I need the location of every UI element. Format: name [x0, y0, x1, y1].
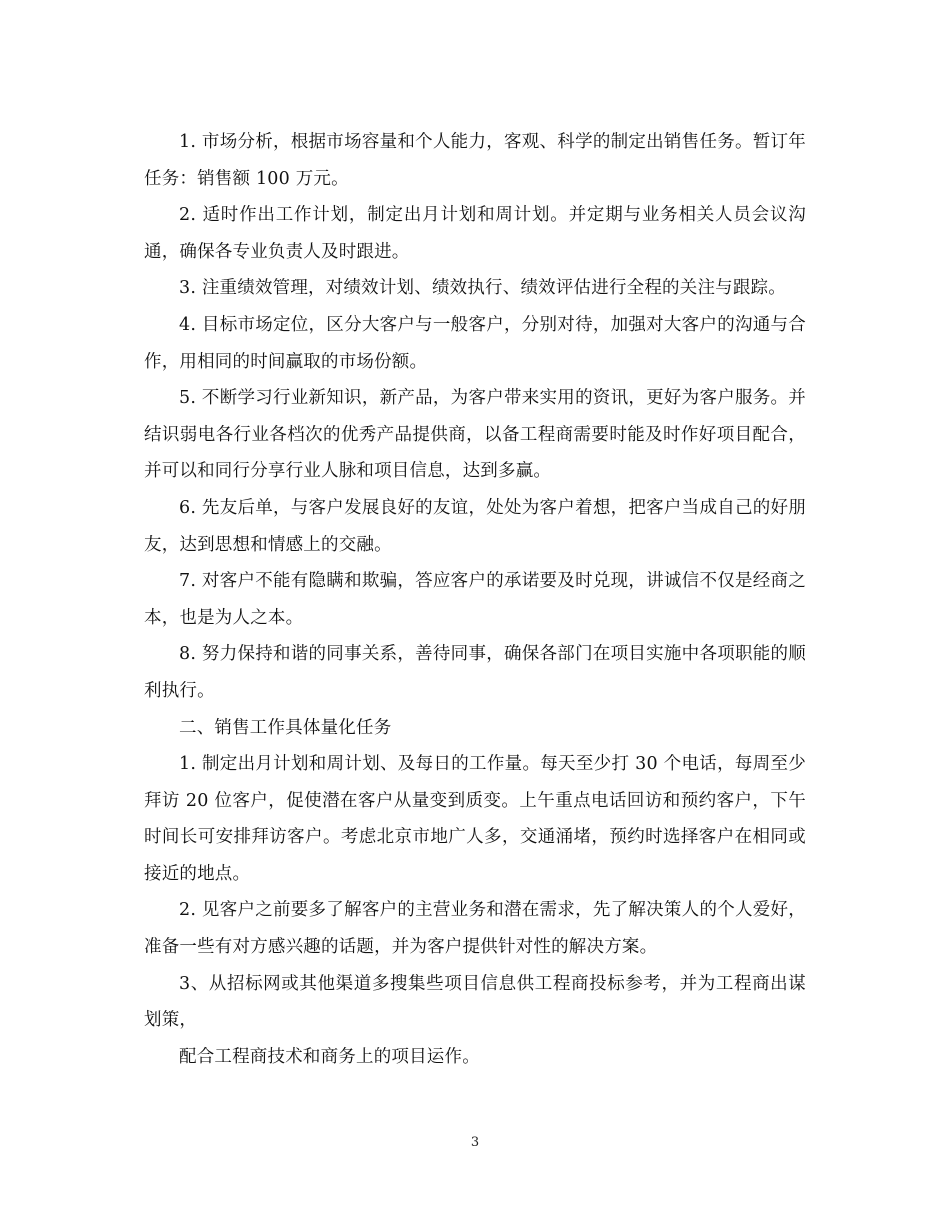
paragraph-continuous-learning: 5. 不断学习行业新知识，新产品，为客户带来实用的资讯，更好为客户服务。并结识弱电各行业各档次的优秀产品提供商，以备工程商需要时能及时作好项目配合，并可以和同行分享行业人脉和项目信息，达到多赢。 — [144, 388, 806, 482]
page-number: 3 — [470, 1135, 480, 1150]
paragraph-honesty: 7. 对客户不能有隐瞒和欺骗，答应客户的承诺要及时兑现，讲诚信不仅是经商之本，也是为人之本。 — [144, 571, 806, 628]
paragraph-work-plan: 2. 适时作出工作计划，制定出月计划和周计划。并定期与业务相关人员会议沟通，确保各专业负责人及时跟进。 — [144, 205, 806, 262]
paragraph-daily-workload: 1. 制定出月计划和周计划、及每日的工作量。每天至少打 30 个电话，每周至少拜访 20 位客户，促使潜在客户从量变到质变。上午重点电话回访和预约客户，下午时间长可安排拜访客户。考虑北京市地广人多，交通涌堵，预约时选择客户在相同或接近的地点。 — [144, 754, 806, 884]
paragraph-performance-management: 3. 注重绩效管理，对绩效计划、绩效执行、绩效评估进行全程的关注与跟踪。 — [179, 278, 786, 299]
paragraph-project-information: 3、从招标网或其他渠道多搜集些项目信息供工程商投标参考，并为工程商出谋划策， — [144, 973, 806, 1031]
paragraph-project-cooperation: 配合工程商技术和商务上的项目运作。 — [179, 1046, 480, 1067]
document-body — [144, 124, 806, 1075]
paragraph-market-analysis: 1. 市场分析，根据市场容量和个人能力，客观、科学的制定出销售任务。暂订年任务：销售额 100 万元。 — [144, 132, 806, 189]
paragraph-market-positioning: 4. 目标市场定位，区分大客户与一般客户，分别对待，加强对大客户的沟通与合作，用相同的时间赢取的市场份额。 — [144, 314, 806, 372]
paragraph-friendship-first: 6. 先友后单，与客户发展良好的友谊，处处为客户着想，把客户当成自己的好朋友，达到思想和情感上的交融。 — [144, 497, 806, 555]
paragraph-colleague-relations: 8. 努力保持和谐的同事关系，善待同事，确保各部门在项目实施中各项职能的顺利执行。 — [144, 644, 806, 701]
section-heading-quantified-tasks: 二、销售工作具体量化任务 — [179, 717, 392, 738]
paragraph-customer-research: 2. 见客户之前要多了解客户的主营业务和潜在需求，先了解决策人的个人爱好，准备一些有对方感兴趣的话题，并为客户提供针对性的解决方案。 — [144, 900, 806, 958]
